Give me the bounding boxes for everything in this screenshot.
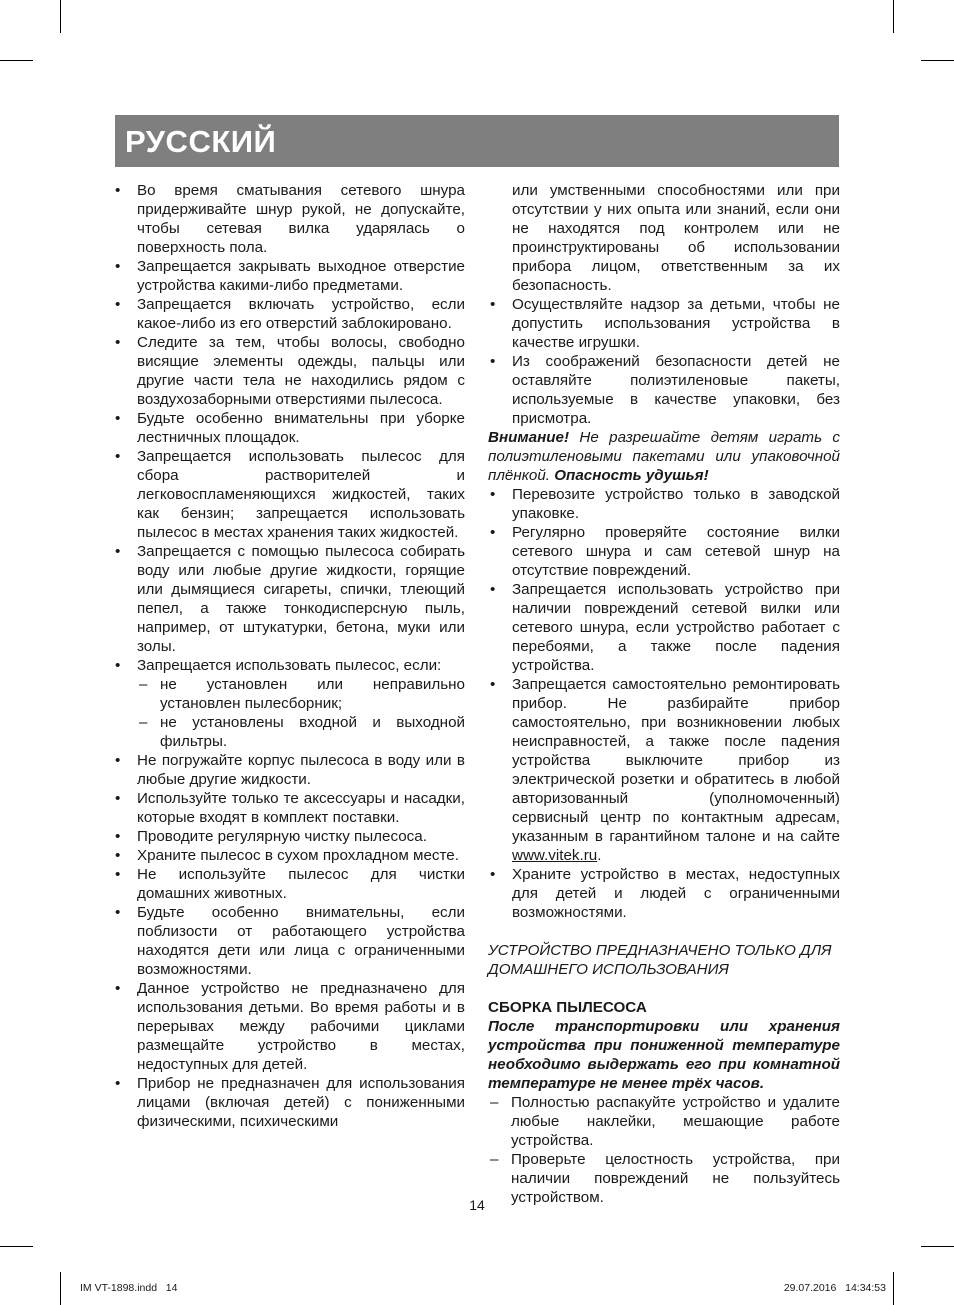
list-item: – Полностью распакуйте устройство и удалите любые наклейки, мешающие работе устройства. xyxy=(488,1093,840,1150)
conditions-list xyxy=(137,675,465,751)
list-item: • Запрещается закрывать выходное отверстие устройства какими-либо предметами. xyxy=(113,257,465,295)
danger-text: Опасность удушья! xyxy=(554,467,709,484)
crop-mark xyxy=(60,1272,61,1305)
list-item: • Следите за тем, чтобы волосы, свободно висящие элементы одежды, пальцы или другие части тела не находились рядом с воздухозаборными отверстиями пылесоса. xyxy=(113,333,465,409)
crop-mark xyxy=(60,0,61,33)
list-item: • Данное устройство не предназначено для использования детьми. Во время работы и в перерывах между рабочими циклами размещайте устройство в местах, недоступных для детей. xyxy=(113,979,465,1074)
right-column xyxy=(488,181,840,1207)
list-item: • Осуществляйте надзор за детьми, чтобы не допустить использования устройства в качестве игрушки. xyxy=(488,295,840,352)
list-item: • Не погружайте корпус пылесоса в воду или в любые другие жидкости. xyxy=(113,751,465,789)
website-link[interactable]: www.vitek.ru xyxy=(512,847,598,864)
service-text: Запрещается самостоятельно ремонтировать прибор. Не разбирайте прибор самостоятельно, при возникновении любых неисправностей, а также после падения устройства выключите прибор из электрической розетки и обратитесь в любой авторизованный (уполномоченный) сервисный центр по контактным адресам, указанным в гарантийном талоне и на сайте xyxy=(512,676,840,845)
sub-list-item: – не установлен или неправильно установлен пылесборник; xyxy=(137,675,465,713)
continued-text: или умственными способностями или при отсутствии у них опыта или знаний, если они не находятся под контролем или не проинструктированы об использовании прибора лицом, ответственным за их безопасность. xyxy=(512,182,840,294)
list-item: • Запрещается включать устройство, если какое-либо из его отверстий заблокировано. xyxy=(113,295,465,333)
safety-list xyxy=(488,485,840,922)
list-item: • Не используйте пылесос для чистки домашних животных. xyxy=(113,865,465,903)
list-item: • Храните устройство в местах, недоступных для детей и людей с ограниченными возможностями. xyxy=(488,865,840,922)
list-item: • Запрещается самостоятельно ремонтировать прибор. Не разбирайте прибор самостоятельно, при возникновении любых неисправностей, а также после падения устройства выключите прибор из электрической розетки и обратитесь в любой авторизованный (уполномоченный) сервисный центр по контактным адресам, указанным в гарантийном талоне и на сайте www.vitek.ru. xyxy=(488,675,840,865)
warning-text: Не разрешайте детям играть с полиэтиленовыми пакетами или упаковочной плёнкой. xyxy=(488,429,840,484)
safety-list xyxy=(113,181,465,1131)
safety-list xyxy=(488,295,840,428)
crop-mark xyxy=(0,60,33,61)
list-item: • Храните пылесос в сухом прохладном месте. xyxy=(113,846,465,865)
list-item: • Из соображений безопасности детей не оставляйте полиэтиленовые пакеты, используемые в качестве упаковки, без присмотра. xyxy=(488,352,840,428)
list-item: • Перевозите устройство только в заводской упаковке. xyxy=(488,485,840,523)
page-title: РУССКИЙ xyxy=(125,124,277,159)
left-column xyxy=(113,181,465,1131)
warning-paragraph xyxy=(488,428,840,485)
warning-label: Внимание! xyxy=(488,429,570,446)
list-item: • Прибор не предназначен для использования лицами (включая детей) с пониженными физическими, психическими xyxy=(113,1074,465,1131)
list-item: • Во время сматывания сетевого шнура придерживайте шнур рукой, не допускайте, чтобы сетевая вилка ударялась о поверхность пола. xyxy=(113,181,465,257)
list-item: • Регулярно проверяйте состояние вилки сетевого шнура и сам сетевой шнур на отсутствие повреждений. xyxy=(488,523,840,580)
list-item: • Используйте только те аксессуары и насадки, которые входят в комплект поставки. xyxy=(113,789,465,827)
crop-mark xyxy=(921,1246,954,1247)
list-item xyxy=(113,656,465,751)
household-note: УСТРОЙСТВО ПРЕДНАЗНАЧЕНО ТОЛЬКО ДЛЯ ДОМАШНЕГО ИСПОЛЬЗОВАНИЯ xyxy=(488,942,832,978)
assembly-steps xyxy=(488,1093,840,1207)
crop-mark xyxy=(0,1246,33,1247)
language-header-bar xyxy=(115,115,839,167)
footer-timestamp: 29.07.2016 14:34:53 xyxy=(783,1282,886,1294)
list-item: – Проверьте целостность устройства, при наличии повреждений не пользуйтесь устройством. xyxy=(488,1150,840,1207)
crop-mark xyxy=(921,60,954,61)
list-item: • Проводите регулярную чистку пылесоса. xyxy=(113,827,465,846)
list-item: • Будьте особенно внимательны при уборке лестничных площадок. xyxy=(113,409,465,447)
list-item: • Будьте особенно внимательны, если поблизости от работающего устройства находятся дети или лица с ограниченными возможностями. xyxy=(113,903,465,979)
list-item: • Запрещается использовать пылесос для сбора растворителей и легковоспламеняющихся жидкостей, таких как бензин; запрещается использовать пылесос в местах хранения таких жидкостей. xyxy=(113,447,465,542)
assembly-notice: После транспортировки или хранения устройства при пониженной температуре необходимо выдержать его при комнатной температуре не менее трёх часов. xyxy=(488,1018,840,1092)
crop-mark xyxy=(893,1272,894,1305)
conditions-intro: Запрещается использовать пылесос, если: xyxy=(137,657,442,674)
list-item: • Запрещается использовать устройство при наличии повреждений сетевой вилки или сетевого шнура, если устройство работает с перебоями, а также после падения устройства. xyxy=(488,580,840,675)
sub-list-item: – не установлены входной и выходной фильтры. xyxy=(137,713,465,751)
footer-file-info: IM VT-1898.indd 14 xyxy=(80,1282,178,1294)
assembly-title: СБОРКА ПЫЛЕСОСА xyxy=(488,999,647,1016)
list-item: • Запрещается с помощью пылесоса собирать воду или любые другие жидкости, горящие или дымящиеся сигареты, спички, тлеющий пепел, а также тонкодисперсную пыль, например, от штукатурки, бетона, муки или золы. xyxy=(113,542,465,656)
crop-mark xyxy=(893,0,894,33)
page-number: 14 xyxy=(469,1197,485,1213)
